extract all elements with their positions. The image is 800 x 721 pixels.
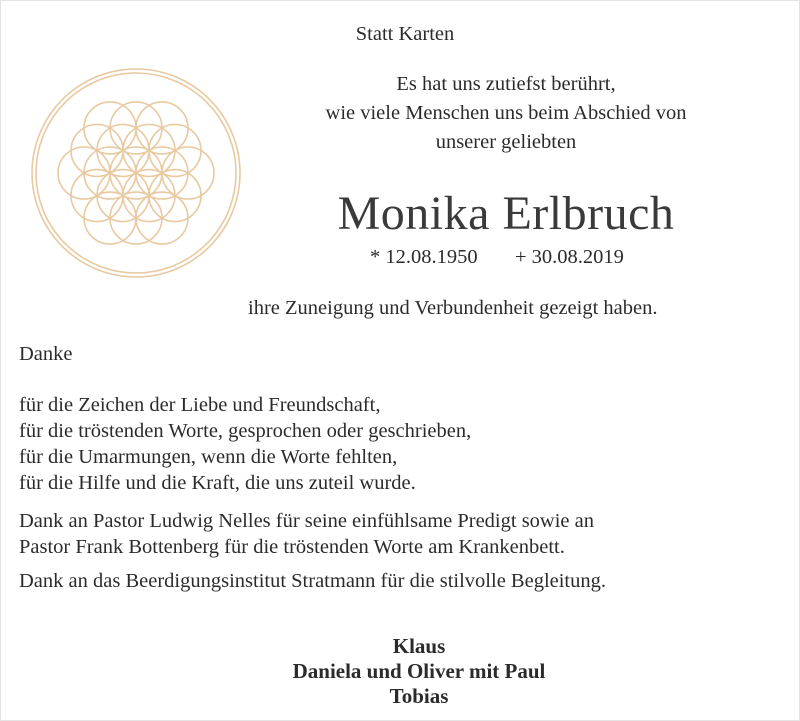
funeral-thanks-line: Dank an das Beerdigungsinstitut Stratmann für die stilvolle Begleitung. <box>19 570 607 592</box>
statt-karten-label: Statt Karten <box>355 23 455 45</box>
signature-name: Daniela und Oliver mit Paul <box>292 659 546 683</box>
deceased-name: Monika Erlbruch <box>337 187 675 240</box>
affection-line: ihre Zuneigung und Verbundenheit gezeigt haben. <box>248 297 658 319</box>
signature-name: Tobias <box>389 684 449 708</box>
intro-line-2: wie viele Menschen uns beim Abschied von <box>325 102 687 124</box>
reason-line: für die Hilfe und die Kraft, die uns zuteil wurde. <box>19 472 416 494</box>
reason-line: für die tröstenden Worte, gesprochen oder geschrieben, <box>19 420 472 442</box>
reason-line: für die Zeichen der Liebe und Freundschaft, <box>19 394 381 416</box>
intro-line-3: unserer geliebten <box>435 131 577 153</box>
death-date: + 30.08.2019 <box>515 246 624 268</box>
danke-label: Danke <box>19 343 73 365</box>
pastor-thanks-line: Dank an Pastor Ludwig Nelles für seine einfühlsame Predigt sowie an <box>19 510 595 532</box>
signature-name: Klaus <box>392 634 446 658</box>
flower-of-life-icon <box>27 64 245 282</box>
reason-line: für die Umarmungen, wenn die Worte fehlten, <box>19 446 398 468</box>
birth-date: * 12.08.1950 <box>370 246 478 268</box>
intro-line-1: Es hat uns zutiefst berührt, <box>396 73 616 95</box>
pastor-thanks-line: Pastor Frank Bottenberg für die tröstenden Worte am Krankenbett. <box>19 536 565 558</box>
